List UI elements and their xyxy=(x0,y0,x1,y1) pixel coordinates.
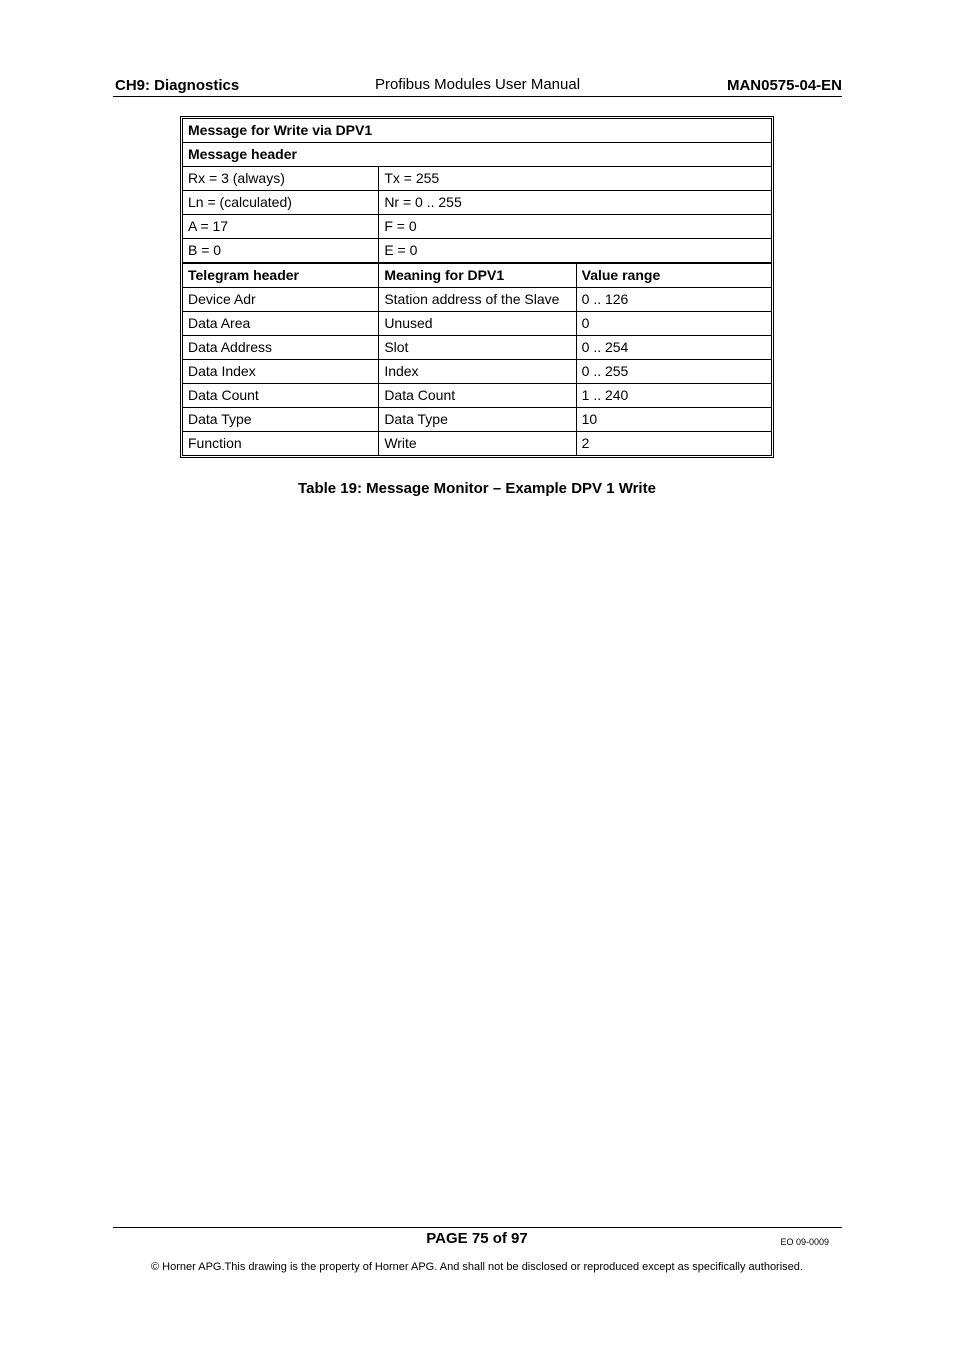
table-cell: 0 .. 255 xyxy=(576,360,771,384)
page-header xyxy=(113,74,842,97)
table-cell: Data Count xyxy=(183,384,379,408)
table-cell: 0 xyxy=(576,312,771,336)
table-cell: Unused xyxy=(379,312,576,336)
table-row xyxy=(183,360,772,384)
table-caption: Table 19: Message Monitor – Example DPV 1 Write xyxy=(298,480,656,497)
table-cell: B = 0 xyxy=(183,239,379,264)
table-cell: Data Type xyxy=(379,408,576,432)
page-number: PAGE 75 of 97 xyxy=(426,1230,528,1247)
table-row xyxy=(183,191,772,215)
table-row xyxy=(183,312,772,336)
table-cell: Rx = 3 (always) xyxy=(183,167,379,191)
table-cell: Tx = 255 xyxy=(379,167,772,191)
table-cell: Slot xyxy=(379,336,576,360)
table-cell: Data Address xyxy=(183,336,379,360)
table-cell: 0 .. 126 xyxy=(576,288,771,312)
table-row xyxy=(183,432,772,456)
table-cell: A = 17 xyxy=(183,215,379,239)
table-row xyxy=(183,408,772,432)
table-cell: Data Area xyxy=(183,312,379,336)
table-cell: Ln = (calculated) xyxy=(183,191,379,215)
footer-divider xyxy=(113,1227,842,1228)
table-cell: E = 0 xyxy=(379,239,772,264)
column-header: Meaning for DPV1 xyxy=(379,263,576,288)
table-row xyxy=(183,119,772,143)
dpv1-write-table xyxy=(180,116,774,458)
table-cell: 2 xyxy=(576,432,771,456)
table-row xyxy=(183,336,772,360)
section-message-header: Message header xyxy=(183,143,772,167)
column-header-row xyxy=(183,263,772,288)
table-cell: 1 .. 240 xyxy=(576,384,771,408)
table-cell: Station address of the Slave xyxy=(379,288,576,312)
chapter-title: CH9: Diagnostics xyxy=(115,77,240,94)
manual-title: Profibus Modules User Manual xyxy=(374,76,581,93)
document-id: MAN0575-04-EN xyxy=(726,77,842,94)
table-row xyxy=(183,239,772,264)
table-title: Message for Write via DPV1 xyxy=(183,119,772,143)
table-row xyxy=(183,215,772,239)
column-header: Telegram header xyxy=(183,263,379,288)
table-cell: 0 .. 254 xyxy=(576,336,771,360)
table-row xyxy=(183,167,772,191)
eo-number: EO 09-0009 xyxy=(780,1237,829,1247)
table-cell: Index xyxy=(379,360,576,384)
table-cell: Write xyxy=(379,432,576,456)
table-cell: Function xyxy=(183,432,379,456)
table-row xyxy=(183,384,772,408)
copyright-notice: © Horner APG.This drawing is the property of Horner APG. And shall not be disclosed or reproduced except as specifically authorised. xyxy=(151,1261,803,1273)
table-cell: 10 xyxy=(576,408,771,432)
table-cell: F = 0 xyxy=(379,215,772,239)
column-header: Value range xyxy=(576,263,771,288)
table-cell: Data Index xyxy=(183,360,379,384)
table-cell: Nr = 0 .. 255 xyxy=(379,191,772,215)
table-row xyxy=(183,143,772,167)
table-row xyxy=(183,288,772,312)
table-cell: Device Adr xyxy=(183,288,379,312)
table-cell: Data Type xyxy=(183,408,379,432)
table-cell: Data Count xyxy=(379,384,576,408)
